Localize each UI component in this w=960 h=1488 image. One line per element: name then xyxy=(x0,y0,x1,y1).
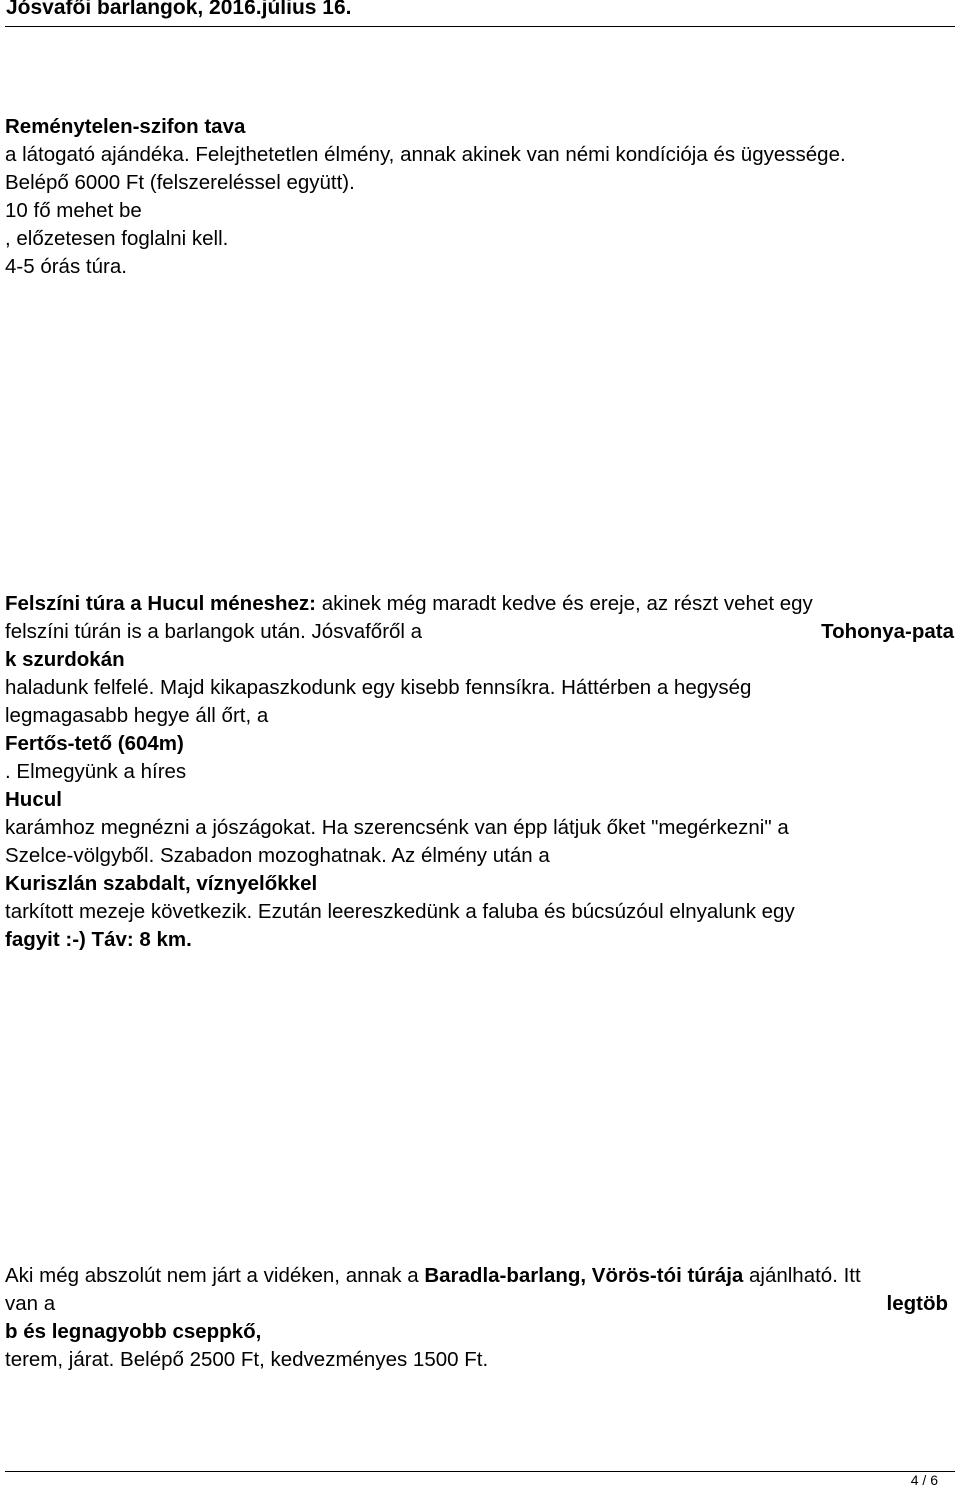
inline-text: akinek még maradt kedve és ereje, az részt vehet egy xyxy=(316,592,813,615)
paragraph-line: , előzetesen foglalni kell. xyxy=(5,227,229,250)
page-header xyxy=(5,0,955,27)
paragraph-line: Szelce-völgyből. Szabadon mozoghatnak. Az élmény után a xyxy=(5,844,550,867)
bold-place-name: k szurdokán xyxy=(5,648,125,671)
bold-place-name: Hucul xyxy=(5,788,62,811)
bold-place-name: Tohonya-pata xyxy=(821,620,954,643)
paragraph-line: van a xyxy=(5,1292,56,1315)
paragraph-line: a látogató ajándéka. Felejthetetlen élmény, annak akinek van némi kondíciója és ügyessége. xyxy=(5,143,846,166)
footer-rule xyxy=(5,1471,955,1472)
paragraph-line xyxy=(5,1263,861,1289)
bold-phrase: b és legnagyobb cseppkő, xyxy=(5,1320,262,1343)
paragraph-line: . Elmegyünk a híres xyxy=(5,760,187,783)
inline-text: ajánlható. Itt xyxy=(743,1264,861,1287)
inline-text: Aki még abszolút nem járt a vidéken, annak a xyxy=(5,1264,425,1287)
bold-place-name: Baradla-barlang, Vörös-tói túrája xyxy=(424,1264,744,1287)
paragraph-line: terem, járat. Belépő 2500 Ft, kedvezményes 1500 Ft. xyxy=(5,1348,489,1371)
bold-place-name: Kuriszlán szabdalt, víznyelőkkel xyxy=(5,872,318,895)
page-number: 4 / 6 xyxy=(910,1472,938,1488)
document-title: Jósvafői barlangok, 2016.július 16. xyxy=(6,0,352,19)
paragraph-line: legmagasabb hegye áll őrt, a xyxy=(5,704,269,727)
section-heading: Felszíni túra a Hucul méneshez: xyxy=(5,592,316,615)
bold-phrase: legtöb xyxy=(886,1292,948,1315)
paragraph-line: karámhoz megnézni a jószágokat. Ha szerencsénk van épp látjuk őket "megérkezni" a xyxy=(5,816,789,839)
paragraph-line: felszíni túrán is a barlangok után. Jósvafőről a xyxy=(5,620,423,643)
paragraph-line: haladunk felfelé. Majd kikapaszkodunk egy kisebb fennsíkra. Háttérben a hegység xyxy=(5,676,752,699)
paragraph-line: 10 fő mehet be xyxy=(5,199,142,222)
paragraph-line: tarkított mezeje következik. Ezután leereszkedünk a faluba és búcsúzóul elnyalunk egy xyxy=(5,900,795,923)
paragraph-line: Belépő 6000 Ft (felszereléssel együtt). xyxy=(5,171,355,194)
paragraph-line: 4-5 órás túra. xyxy=(5,255,127,278)
bold-place-name: Fertős-tető (604m) xyxy=(5,732,184,755)
paragraph-line xyxy=(5,591,813,617)
section-heading: Reménytelen-szifon tava xyxy=(5,115,246,138)
bold-summary: fagyit :-) Táv: 8 km. xyxy=(5,928,192,951)
